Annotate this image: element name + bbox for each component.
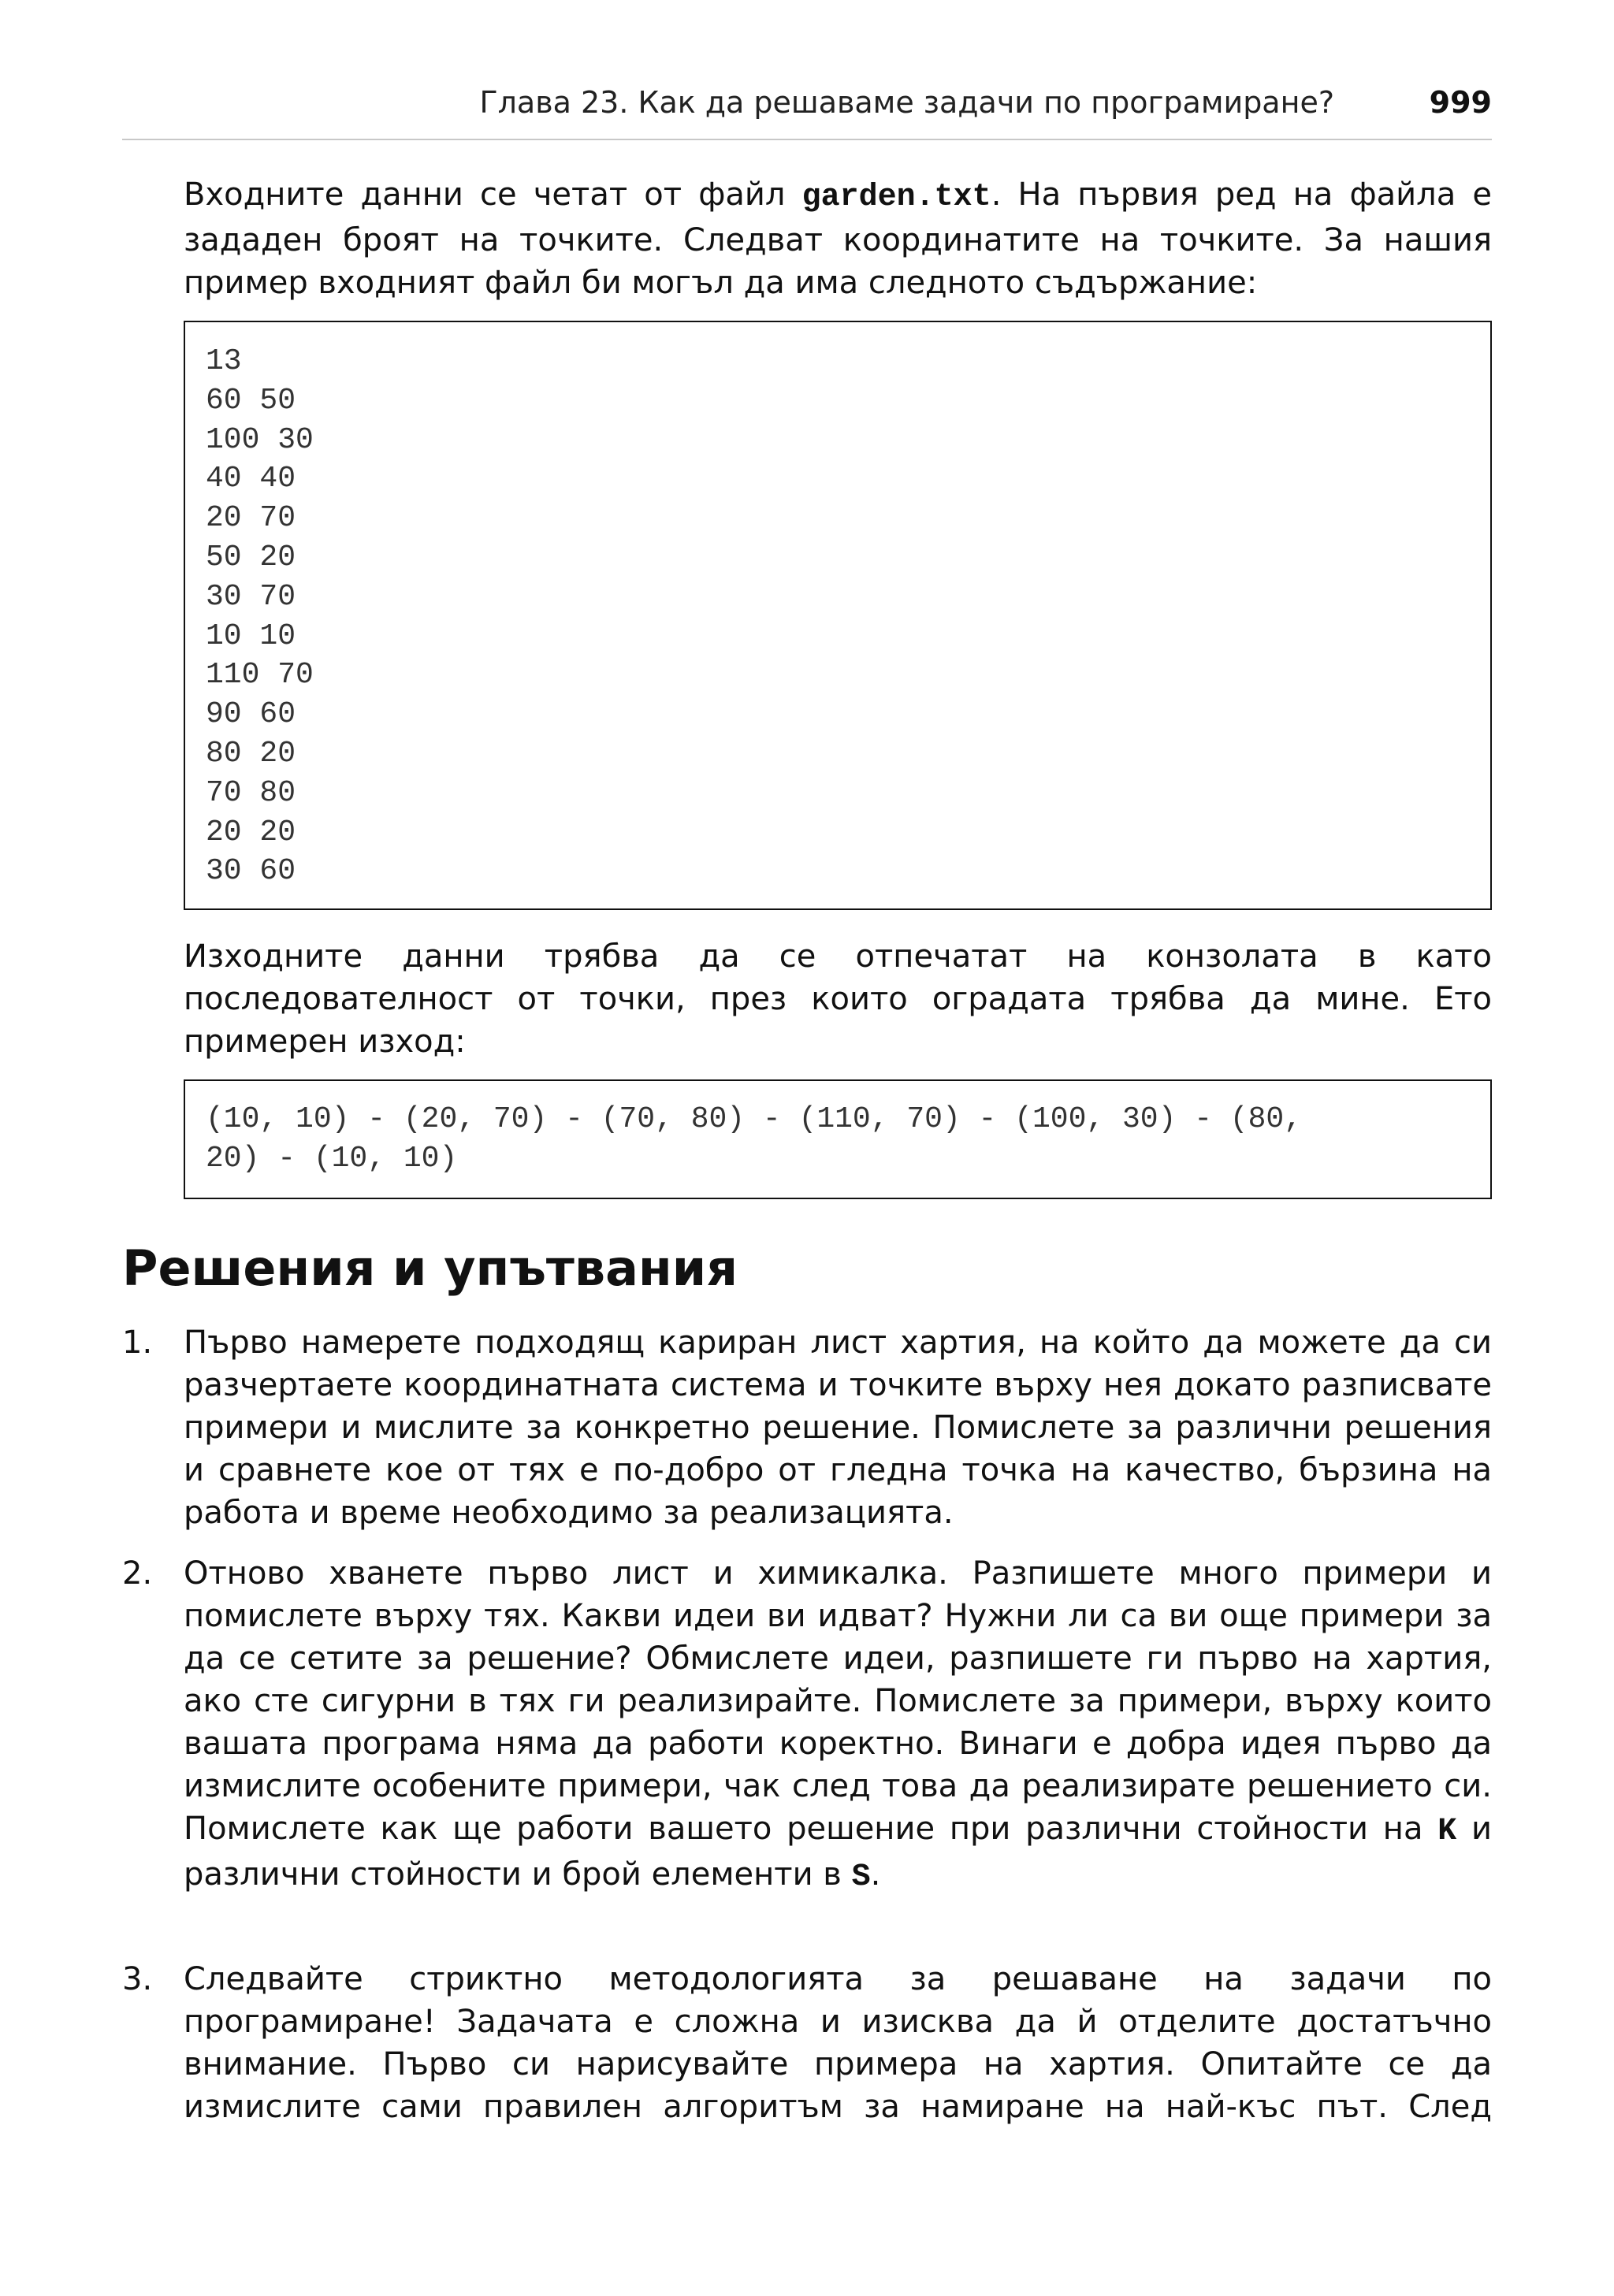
input-line: 20 20 [206,815,296,849]
input-line: 110 70 [206,658,314,693]
input-line: 50 20 [206,540,296,574]
input-line: 20 70 [206,501,296,536]
hint-number: 2. [122,1555,153,1592]
input-line: 30 70 [206,579,296,614]
hint-text-part: Отново хванете първо лист и химикалка. Разпишете много примери и помислете върху тях. Какви идеи ви идват? Нужни ли са ви още примери за да се сетите за решение? Обмислете идеи, разпишете ги първо на хартия, ако сте сигурни в тях ги реализирайте. Помислете за примери, върху които вашата програма няма да работи коректно. Винаги е добра идея първо да измислите особените примери, чак след това да реализирате решението си. Помислете как ще работи вашето решение при различни стойности на [184,1555,1492,1847]
code-k: K [1437,1814,1457,1849]
input-line: 100 30 [206,422,314,457]
output-line: 20) - (10, 10) [206,1141,458,1176]
hint-text-part: и различни стойности и брой елементи в [184,1811,1492,1893]
input-line: 70 80 [206,775,296,810]
input-description-text-end: . На първия ред на файла е зададен броят на точките. Следват координатите на точките. За нашия пример входният файл би могъл да има следното съдържание: [184,176,1493,301]
hint-text: Първо намерете подходящ кариран лист хартия, на който да можете да си разчертаете координатната система и точките върху нея докато разписвате примери и мислите за конкретно решение. Помислете за различни решения и сравнете кое от тях е по-добро от гледна точка на качество, бързина на работа и време необходимо за реализацията. [184,1324,1492,1531]
input-description-paragraph [184,173,1492,304]
input-line: 10 10 [206,619,296,653]
output-line: (10, 10) - (20, 70) - (70, 80) - (110, 70) - (100, 30) - (80, [206,1102,1303,1136]
hint-number: 1. [122,1324,153,1361]
input-description-text-start: Входните данни се четат от файл [184,176,802,213]
output-description-paragraph: Изходните данни трябва да се отпечатат на конзолата в като последователност от точки, през които оградата трябва да мине. Ето примерен изход: [184,938,1492,1060]
code-s: S [851,1859,871,1895]
input-line: 40 40 [206,462,296,496]
input-line: 90 60 [206,697,296,732]
hint-text-part: . [870,1856,881,1893]
section-heading: Решения и упътвания [122,1239,738,1297]
hint-text [184,1552,1492,1899]
output-example-codebox [184,1079,1492,1199]
input-line: 13 [206,344,242,378]
input-line: 60 50 [206,383,296,418]
header-divider [122,139,1492,140]
page-number: 999 [1429,85,1492,120]
input-filename: garden.txt [801,180,991,215]
chapter-title: Глава 23. Как да решаваме задачи по програмиране? [479,85,1334,120]
page-header [122,79,1492,126]
input-example-codebox [184,321,1492,910]
input-line: 80 20 [206,736,296,771]
hint-number: 3. [122,1961,153,1997]
input-line: 30 60 [206,854,296,889]
hint-text: Следвайте стриктно методологията за решаване на задачи по програмиране! Задачата е сложна и изисква да й отделите достатъчно внимание. Първо си нарисувайте примера на хартия. Опитайте се да измислите сами правилен алгоритъм за намиране на най-къс път. След [184,1961,1492,2125]
